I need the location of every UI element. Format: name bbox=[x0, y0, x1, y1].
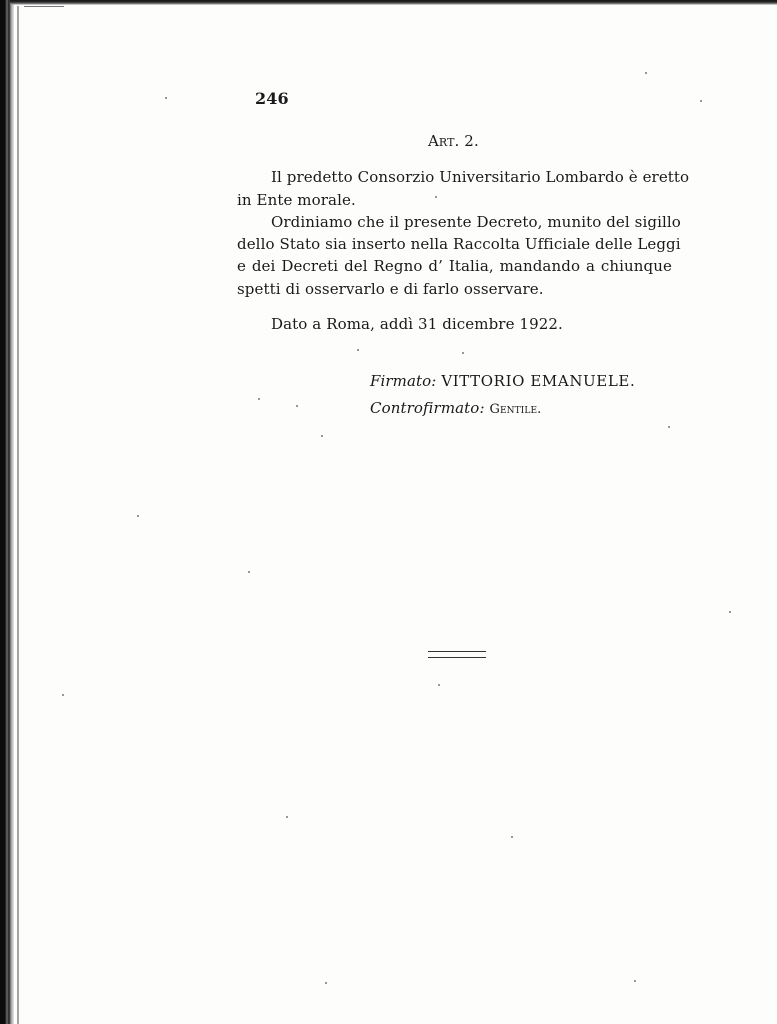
paragraph-2-line-2: dello Stato sia inserto nella Raccolta Ufficiale delle Leggi bbox=[237, 235, 681, 253]
date-line: Dato a Roma, addì 31 dicembre 1922. bbox=[271, 315, 563, 333]
top-scan-edge bbox=[10, 0, 777, 5]
binding-edge bbox=[0, 0, 14, 1024]
scan-speck bbox=[700, 100, 702, 102]
paragraph-2-line-1: Ordiniamo che il presente Decreto, munito del sigillo bbox=[271, 213, 681, 231]
scan-speck bbox=[435, 196, 437, 198]
scan-speck bbox=[137, 515, 139, 517]
scan-speck bbox=[729, 611, 731, 613]
scan-speck bbox=[248, 571, 250, 573]
scan-speck bbox=[462, 352, 464, 354]
scan-speck bbox=[286, 816, 288, 818]
signed-line bbox=[370, 370, 635, 392]
signed-name: VITTORIO EMANUELE. bbox=[441, 372, 636, 390]
separator-rule bbox=[428, 651, 486, 658]
scan-speck bbox=[62, 694, 64, 696]
scan-speck bbox=[634, 980, 636, 982]
scan-speck bbox=[438, 684, 440, 686]
scan-speck bbox=[321, 435, 323, 437]
paragraph-2-line-4: spetti di osservarlo e di farlo osservare. bbox=[237, 280, 544, 298]
signed-label: Firmato: bbox=[370, 372, 437, 390]
scan-speck bbox=[645, 72, 647, 74]
scan-speck bbox=[258, 398, 260, 400]
scan-speck bbox=[296, 405, 298, 407]
page-number: 246 bbox=[255, 89, 289, 108]
paragraph-1-line-1: Il predetto Consorzio Universitario Lombardo è eretto bbox=[271, 168, 690, 186]
countersigned-line bbox=[370, 397, 541, 421]
paragraph-1-line-2: in Ente morale. bbox=[237, 191, 356, 209]
paragraph-2-line-3: e dei Decreti del Regno d’ Italia, mandando a chiunque bbox=[237, 257, 672, 275]
scan-speck bbox=[511, 836, 513, 838]
article-heading: Art. 2. bbox=[428, 132, 479, 150]
scan-speck bbox=[165, 97, 167, 99]
countersigned-name: Gentile. bbox=[489, 402, 542, 417]
countersigned-label: Controfirmato: bbox=[370, 399, 485, 417]
top-corner-mark bbox=[24, 2, 64, 7]
binding-shadow-line bbox=[17, 6, 19, 1024]
scan-speck bbox=[357, 349, 359, 351]
scan-speck bbox=[668, 426, 670, 428]
scan-speck bbox=[325, 982, 327, 984]
